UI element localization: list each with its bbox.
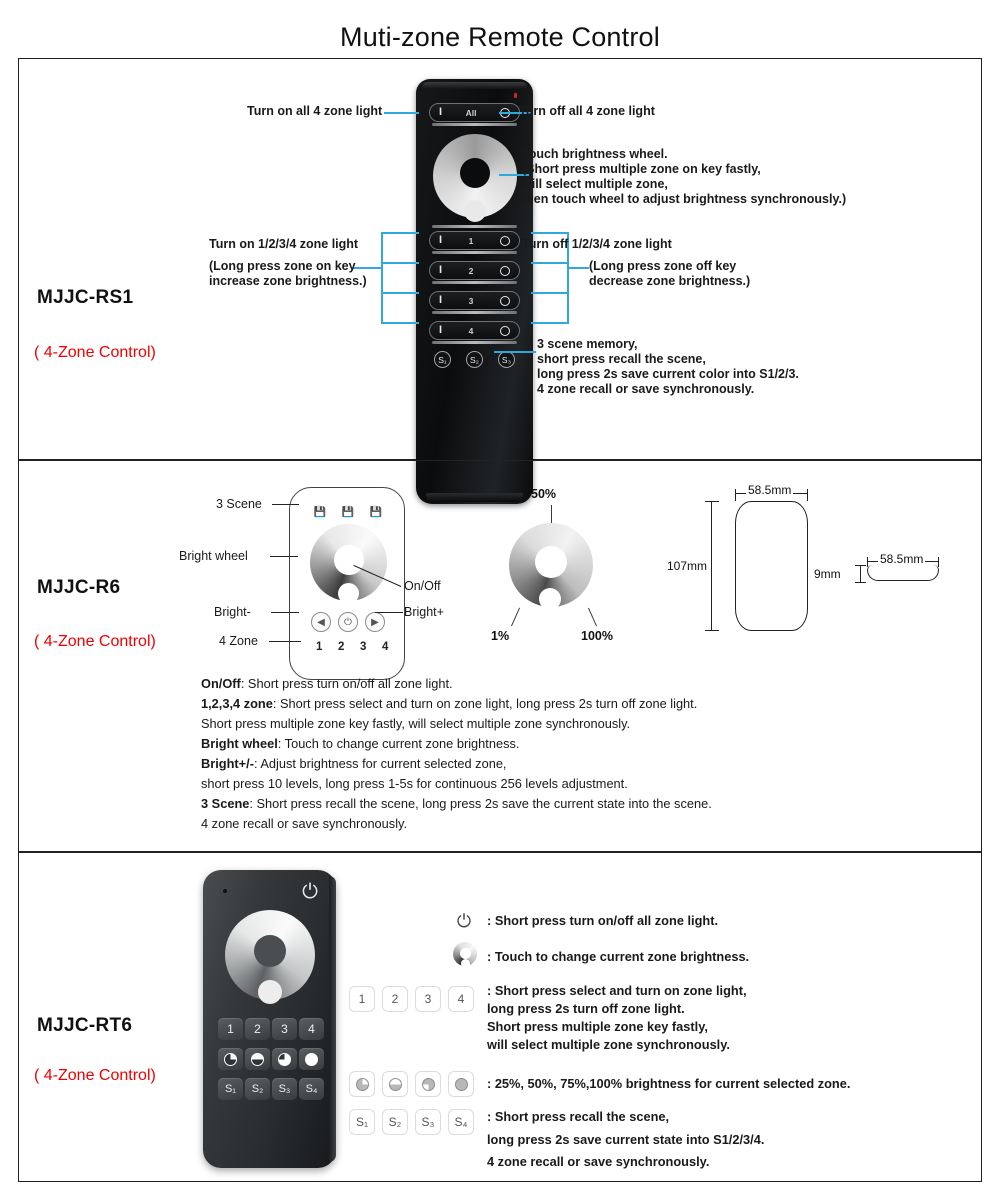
- r6-description-line: [201, 714, 712, 734]
- legend-brightness-25-icon: [349, 1071, 375, 1097]
- dial-notch: [539, 588, 561, 610]
- r6-label-three-scene: 3 Scene: [216, 497, 262, 511]
- legend-scene-icon-4: S₄: [448, 1109, 474, 1135]
- rs1-zone3-on-icon[interactable]: I: [439, 294, 443, 306]
- r6-description-term: 3 Scene: [201, 796, 250, 811]
- legend-scene-line2: long press 2s save current state into S1/2/3/4.: [487, 1132, 765, 1147]
- r6-description-line: [201, 674, 712, 694]
- r6-description-line: [201, 754, 712, 774]
- dial-tick-left: [511, 608, 520, 627]
- r6-label-bright-plus: Bright+: [404, 605, 444, 619]
- r6-description-line: [201, 734, 712, 754]
- rs1-zone-key-2[interactable]: [429, 261, 520, 280]
- dimension-tick: [705, 630, 719, 631]
- r6-label-bright-minus: Bright-: [214, 605, 251, 619]
- rs1-model-sub: ( 4-Zone Control): [34, 344, 156, 361]
- rs1-callout-wheel-line3: will select multiple zone,: [522, 177, 668, 191]
- rt6-scene-button-3[interactable]: S₃: [272, 1078, 297, 1100]
- dimension-height-line: [711, 501, 712, 631]
- legend-zone-icon-4: 4: [448, 986, 474, 1012]
- r6-description-line: [201, 694, 712, 714]
- rs1-callout-on-zone-line2: (Long press zone on key: [209, 259, 356, 273]
- r6-label-bright-wheel: Bright wheel: [179, 549, 248, 563]
- r6-remote: [289, 487, 405, 680]
- dimension-tick: [807, 489, 808, 501]
- connector-line: [531, 262, 569, 264]
- legend-brightness-50-icon: [382, 1071, 408, 1097]
- r6-description-body: : Adjust brightness for current selected zone,: [253, 756, 507, 771]
- rs1-separator: [432, 225, 517, 228]
- r6-label-on-off: On/Off: [404, 579, 441, 593]
- pie-75-icon: [278, 1053, 291, 1066]
- rs1-top-cap: [422, 82, 527, 89]
- rs1-separator: [432, 251, 517, 254]
- r6-description-body: Short press multiple zone key fastly, will select multiple zone synchronously.: [201, 716, 631, 731]
- rs1-callout-scene-line2: short press recall the scene,: [537, 352, 706, 366]
- rs1-separator: [432, 123, 517, 126]
- rs1-callout-turn-on-all: Turn on all 4 zone light: [247, 104, 383, 118]
- leader-line: [272, 504, 299, 505]
- legend-brightness-100-icon: [448, 1071, 474, 1097]
- r6-description-line: [201, 774, 712, 794]
- legend-zone-line3: Short press multiple zone key fastly,: [487, 1019, 708, 1034]
- rt6-brightness-50-button[interactable]: [245, 1048, 270, 1070]
- r6-description-body: : Short press select and turn on zone light, long press 2s turn off zone light.: [272, 696, 698, 711]
- r6-zone-number-2[interactable]: 2: [338, 641, 345, 653]
- r6-description-line: [201, 794, 712, 814]
- r6-scene-button-2[interactable]: 💾: [341, 506, 355, 518]
- r6-label-four-zone: 4 Zone: [219, 634, 258, 648]
- connector-line: [381, 232, 419, 234]
- rs1-zone1-off-icon[interactable]: [500, 236, 510, 246]
- legend-zone-icon-2: 2: [382, 986, 408, 1012]
- panel-rt6: [18, 852, 982, 1182]
- rs1-all-label: All: [465, 107, 477, 118]
- rs1-zone3-label: 3: [468, 295, 474, 306]
- leader-line: [271, 612, 299, 613]
- rt6-zone-button-3[interactable]: 3: [272, 1018, 297, 1040]
- dimension-tick: [867, 557, 868, 567]
- rs1-callout-turn-off-all: Turn off all 4 zone light: [519, 104, 655, 118]
- r6-description-body: : Short press recall the scene, long press 2s save the current state into the scene.: [249, 796, 712, 811]
- rs1-callout-wheel-line2: (Short press multiple zone on key fastly,: [522, 162, 761, 176]
- rs1-zone2-on-icon[interactable]: I: [439, 264, 443, 276]
- rs1-zone2-label: 2: [468, 265, 474, 276]
- legend-brightness-75-icon: [415, 1071, 441, 1097]
- leader-line: [269, 641, 301, 642]
- rt6-ir-dot: [223, 889, 227, 893]
- connector-line: [531, 322, 569, 324]
- rs1-separator: [432, 341, 517, 344]
- connector-line: [531, 232, 569, 234]
- rt6-brightness-25-button[interactable]: [218, 1048, 243, 1070]
- r6-description-term: 1,2,3,4 zone: [201, 696, 273, 711]
- rs1-zone4-off-icon[interactable]: [500, 326, 510, 336]
- rs1-zone-key-1[interactable]: [429, 231, 520, 250]
- rs1-wheel-notch: [464, 200, 486, 222]
- r6-description-line: [201, 814, 712, 834]
- legend-scene-icon-2: S₂: [382, 1109, 408, 1135]
- dimension-tick: [735, 489, 736, 501]
- connector-line: [384, 112, 419, 114]
- rs1-zone1-label: 1: [468, 235, 474, 246]
- connector-line: [494, 351, 536, 353]
- pie-100-icon: [305, 1053, 318, 1066]
- dimension-tick: [855, 582, 866, 583]
- rs1-zone4-on-icon[interactable]: I: [439, 324, 443, 336]
- legend-brightness-text: : 25%, 50%, 75%,100% brightness for current selected zone.: [487, 1076, 851, 1091]
- rs1-callout-on-zone-line1: Turn on 1/2/3/4 zone light: [209, 237, 359, 251]
- rt6-wheel-notch: [258, 980, 282, 1004]
- r6-description-body: : Short press turn on/off all zone light.: [240, 676, 453, 691]
- brightness-dial-diagram: [509, 523, 593, 607]
- rs1-scene-button-3[interactable]: S₃: [498, 351, 515, 368]
- panel-rs1: [18, 58, 982, 460]
- rs1-led-indicator: [514, 93, 517, 98]
- legend-zone-icon-1: 1: [349, 986, 375, 1012]
- rs1-zone3-off-icon[interactable]: [500, 296, 510, 306]
- connector-line: [381, 322, 419, 324]
- r6-description-body: 4 zone recall or save synchronously.: [201, 816, 408, 831]
- r6-scene-button-1[interactable]: 💾: [313, 506, 327, 518]
- legend-zone-line4: will select multiple zone synchronously.: [487, 1037, 730, 1052]
- r6-brightness-wheel[interactable]: [310, 524, 387, 601]
- r6-description-body: short press 10 levels, long press 1-5s for continuous 256 levels adjustment.: [201, 776, 628, 791]
- r6-wheel-notch: [338, 583, 359, 604]
- rs1-callout-scene-line3: long press 2s save current color into S1/2/3.: [537, 367, 799, 381]
- panel-r6: [18, 460, 982, 852]
- legend-zone-line2: long press 2s turn off zone light.: [487, 1001, 685, 1016]
- r6-power-button[interactable]: ⏻: [338, 612, 358, 632]
- leader-line: [375, 612, 403, 613]
- legend-zone-icon-3: 3: [415, 986, 441, 1012]
- rt6-zone-button-1[interactable]: 1: [218, 1018, 243, 1040]
- legend-scene-icon-3: S₃: [415, 1109, 441, 1135]
- dimension-thickness-label: 9mm: [814, 567, 841, 581]
- dimension-front-outline: [735, 501, 808, 631]
- rt6-side-edge: [329, 876, 336, 1162]
- rs1-zone2-off-icon[interactable]: [500, 266, 510, 276]
- r6-zone-number-1[interactable]: 1: [316, 641, 323, 653]
- legend-power-text: : Short press turn on/off all zone light.: [487, 913, 719, 928]
- connector-line: [381, 292, 419, 294]
- rt6-brightness-100-button[interactable]: [299, 1048, 324, 1070]
- legend-power-icon: ⏻: [451, 908, 477, 934]
- rt6-model-sub: ( 4-Zone Control): [34, 1067, 156, 1084]
- rs1-callout-wheel-line1: Touch brightness wheel.: [522, 147, 668, 161]
- pie-50-icon: [251, 1053, 264, 1066]
- r6-description-term: Bright+/-: [201, 756, 254, 771]
- rs1-callout-off-zone-line2: (Long press zone off key: [589, 259, 737, 273]
- rs1-scene-button-1[interactable]: S₁: [434, 351, 451, 368]
- rs1-scene-button-2[interactable]: S₂: [466, 351, 483, 368]
- dial-label-50: 50%: [531, 487, 557, 501]
- r6-description-term: Bright wheel: [201, 736, 278, 751]
- rs1-callout-scene-line1: 3 scene memory,: [537, 337, 638, 351]
- r6-bright-minus-button[interactable]: ◀: [311, 612, 331, 632]
- r6-scene-button-3[interactable]: 💾: [369, 506, 383, 518]
- rt6-scene-button-4[interactable]: S₄: [299, 1078, 324, 1100]
- dimension-tick: [855, 565, 866, 566]
- r6-model-label: MJJC-R6: [37, 577, 121, 598]
- r6-bright-plus-button[interactable]: ▶: [365, 612, 385, 632]
- legend-scene-icon-1: S₁: [349, 1109, 375, 1135]
- rt6-scene-button-2[interactable]: S₂: [245, 1078, 270, 1100]
- rs1-separator: [432, 281, 517, 284]
- rs1-zone4-label: 4: [468, 325, 474, 336]
- rt6-brightness-wheel[interactable]: [225, 910, 315, 1000]
- rt6-model-label: MJJC-RT6: [37, 1015, 133, 1036]
- r6-model-sub: ( 4-Zone Control): [34, 633, 156, 650]
- dimension-side-width-label: 58.5mm: [880, 552, 924, 566]
- rs1-callout-wheel-line4: then touch wheel to adjust brightness synchronously.): [522, 192, 847, 206]
- dimension-width-label: 58.5mm: [748, 483, 792, 497]
- legend-wheel-text: : Touch to change current zone brightness.: [487, 949, 750, 964]
- r6-zone-number-3[interactable]: 3: [360, 641, 367, 653]
- rs1-callout-off-zone-line3: decrease zone brightness.): [589, 274, 751, 288]
- legend-brightness-wheel-icon: [453, 942, 477, 966]
- leader-line: [270, 556, 298, 557]
- rs1-zone1-on-icon[interactable]: I: [439, 234, 443, 246]
- rs1-callout-off-zone-line1: Turn off 1/2/3/4 zone light: [522, 237, 672, 251]
- page-title: Muti-zone Remote Control: [340, 22, 660, 52]
- dial-label-100: 100%: [581, 629, 613, 643]
- connector-line: [381, 262, 419, 264]
- r6-description-list: [201, 674, 712, 834]
- connector-spine: [381, 232, 383, 323]
- rs1-brightness-wheel[interactable]: [433, 134, 517, 218]
- rs1-remote: [416, 79, 533, 504]
- dimension-height-label: 107mm: [667, 559, 708, 573]
- legend-zone-line1: : Short press select and turn on zone light,: [487, 983, 747, 998]
- rs1-zone-key-4[interactable]: [429, 321, 520, 340]
- rs1-model-label: MJJC-RS1: [37, 287, 134, 308]
- rt6-remote: [203, 870, 336, 1168]
- dial-label-1: 1%: [491, 629, 510, 643]
- rt6-brightness-75-button[interactable]: [272, 1048, 297, 1070]
- r6-description-term: On/Off: [201, 676, 241, 691]
- dimension-thickness-line: [860, 565, 861, 583]
- connector-line: [531, 292, 569, 294]
- dimension-tick: [938, 557, 939, 567]
- rs1-separator: [432, 311, 517, 314]
- legend-scene-line1: : Short press recall the scene,: [487, 1109, 670, 1124]
- pie-25-icon: [224, 1053, 237, 1066]
- dial-tick-right: [588, 608, 597, 627]
- connector-line: [352, 267, 382, 269]
- legend-scene-line3: 4 zone recall or save synchronously.: [487, 1154, 710, 1169]
- rs1-callout-scene-line4: 4 zone recall or save synchronously.: [537, 382, 755, 396]
- rt6-power-icon[interactable]: ⏻: [302, 881, 318, 903]
- rs1-all-on-icon[interactable]: I: [439, 106, 443, 118]
- rs1-callout-on-zone-line3: increase zone brightness.): [209, 274, 367, 288]
- rt6-zone-button-2[interactable]: 2: [245, 1018, 270, 1040]
- rt6-zone-button-4[interactable]: 4: [299, 1018, 324, 1040]
- rt6-scene-button-1[interactable]: S₁: [218, 1078, 243, 1100]
- dimension-tick: [705, 501, 719, 502]
- dimension-side-outline: [867, 565, 939, 581]
- connector-line: [567, 267, 589, 269]
- r6-description-body: : Touch to change current zone brightness.: [277, 736, 520, 751]
- r6-zone-number-4[interactable]: 4: [382, 641, 389, 653]
- dial-tick-top: [551, 505, 552, 523]
- rs1-zone-key-3[interactable]: [429, 291, 520, 310]
